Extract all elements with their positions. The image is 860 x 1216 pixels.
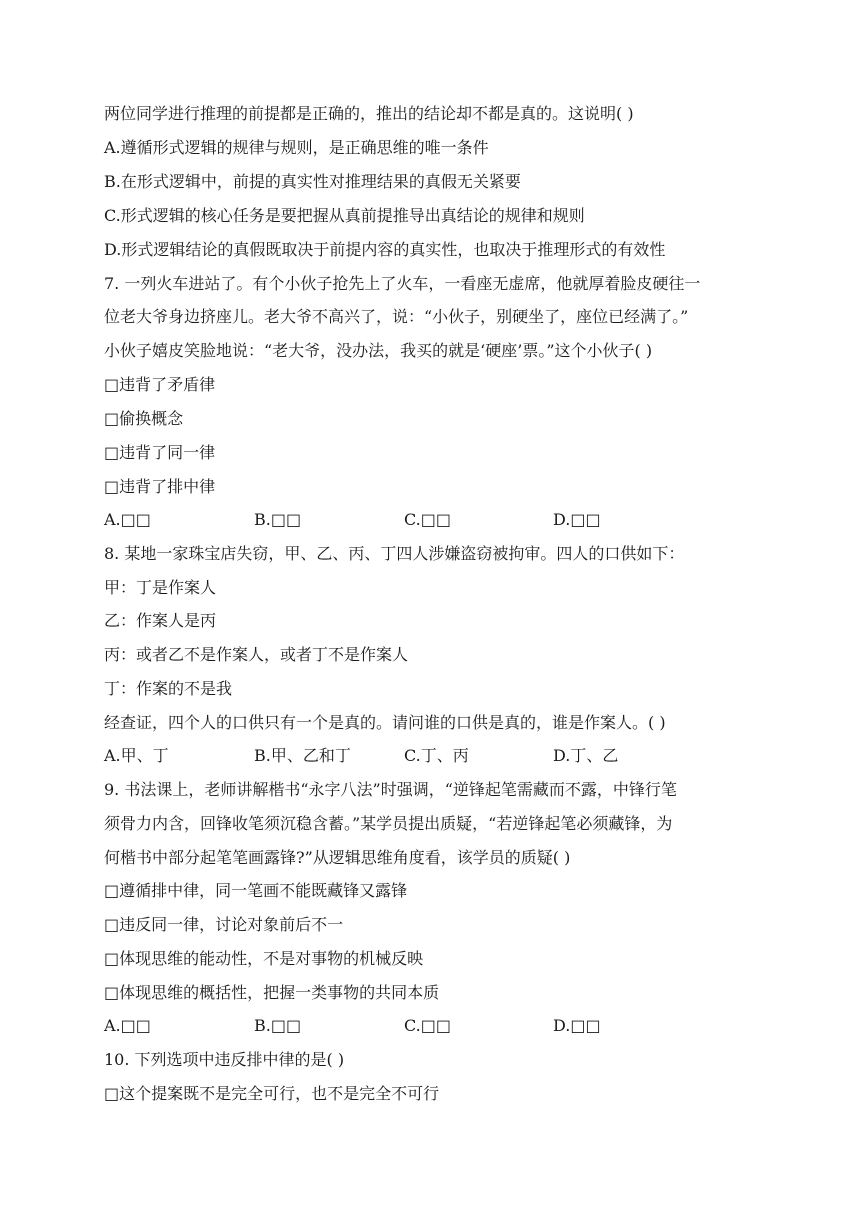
q6-stem: 两位同学进行推理的前提都是正确的，推出的结论却不都是真的。这说明( ) <box>104 104 634 123</box>
q7-choice-b: B.□□ <box>254 510 302 529</box>
q8-choice-b: B.甲、乙和丁 <box>254 746 351 765</box>
q9-item-2: □违反同一律，讨论对象前后不一 <box>104 915 344 934</box>
q8-statement-bing: 丙：或者乙不是作案人，或者丁不是作案人 <box>104 645 409 664</box>
q7-item-2: □偷换概念 <box>104 409 184 428</box>
q9-item-1: □遵循排中律，同一笔画不能既藏锋又露锋 <box>104 881 408 900</box>
q7-item-1: □违背了矛盾律 <box>104 375 216 394</box>
q7-stem-line-3: 小伙子嬉皮笑脸地说：“老大爷，没办法，我买的就是‘硬座’票。”这个小伙子( ) <box>104 341 653 360</box>
q9-choice-d: D.□□ <box>553 1016 601 1035</box>
q8-statement-yi: 乙：作案人是丙 <box>104 611 217 630</box>
q9-item-3: □体现思维的能动性，不是对事物的机械反映 <box>104 949 424 968</box>
q9-stem-line-3: 何楷书中部分起笔笔画露锋?”从逻辑思维角度看，该学员的质疑( ) <box>104 848 571 867</box>
q6-option-b: B.在形式逻辑中，前提的真实性对推理结果的真假无关紧要 <box>104 172 521 191</box>
q9-choice-c: C.□□ <box>404 1016 451 1035</box>
q9-stem-line-1: 9. 书法课上，老师讲解楷书“永字八法”时强调，“逆锋起笔需藏而不露，中锋行笔 <box>104 780 677 799</box>
q8-choice-c: C.丁、丙 <box>404 746 469 765</box>
q8-question: 经查证，四个人的口供只有一个是真的。请问谁的口供是真的，谁是作案人。( ) <box>104 713 666 732</box>
q7-item-4: □违背了排中律 <box>104 477 216 496</box>
q9-choice-a: A.□□ <box>104 1016 151 1035</box>
q9-choice-b: B.□□ <box>254 1016 302 1035</box>
q8-statement-jia: 甲：丁是作案人 <box>104 578 217 597</box>
q8-stem: 8. 某地一家珠宝店失窃，甲、乙、丙、丁四人涉嫌盗窃被拘审。四人的口供如下： <box>104 544 685 563</box>
q9-stem-line-2: 须骨力内含，回锋收笔须沉稳含蓄。”某学员提出质疑，“若逆锋起笔必须藏锋，为 <box>104 814 673 833</box>
q7-item-3: □违背了同一律 <box>104 443 216 462</box>
q8-choice-a: A.甲、丁 <box>104 746 169 765</box>
q6-option-c: C.形式逻辑的核心任务是要把握从真前提推导出真结论的规律和规则 <box>104 206 585 225</box>
q6-option-d: D.形式逻辑结论的真假既取决于前提内容的真实性，也取决于推理形式的有效性 <box>104 240 666 259</box>
q7-choice-c: C.□□ <box>404 510 451 529</box>
q7-stem-line-2: 位老大爷身边挤座儿。老大爷不高兴了，说：“小伙子，别硬坐了，座位已经满了。” <box>104 307 689 326</box>
q8-choice-d: D.丁、乙 <box>553 746 619 765</box>
q10-item-1: □这个提案既不是完全可行，也不是完全不可行 <box>104 1084 440 1103</box>
q9-item-4: □体现思维的概括性，把握一类事物的共同本质 <box>104 983 440 1002</box>
q8-statement-ding: 丁：作案的不是我 <box>104 679 233 698</box>
q6-option-a: A.遵循形式逻辑的规律与规则，是正确思维的唯一条件 <box>104 138 489 157</box>
q7-choice-d: D.□□ <box>553 510 601 529</box>
q7-choice-a: A.□□ <box>104 510 151 529</box>
q7-stem-line-1: 7. 一列火车进站了。有个小伙子抢先上了火车，一看座无虚席，他就厚着脸皮硬往一 <box>104 274 701 293</box>
q10-stem: 10. 下列选项中违反排中律的是( ) <box>104 1050 345 1069</box>
